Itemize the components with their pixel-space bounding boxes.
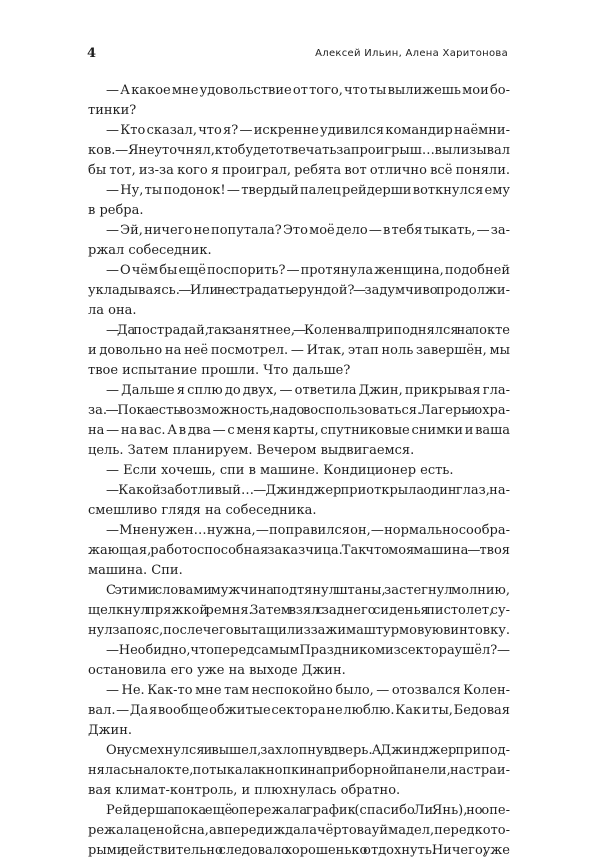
text-line: — Не. Как-то мне там неспокойно было, — отозвался Колен-: [106, 683, 510, 698]
text-line: — Не обидно, что перед самым Праздником из сектора ушёл? —: [106, 643, 510, 658]
text-line: С этими словами мужчина подтянул штаны, застегнул молнию,: [106, 583, 510, 598]
running-head: Алексей Ильин, Алена Харитонова: [315, 48, 508, 59]
text-line: — Мне нужен… нужна, — поправился он, — нормально сообра-: [106, 523, 510, 538]
text-line: за. — Пока есть возможность, надо воспользоваться. Лагерь и охра-: [88, 403, 510, 418]
text-line: нул за пояс, после чего вытащил из зажима штурмовую винтовку.: [88, 623, 510, 638]
text-line: нялась на локте, потыкала кнопки на приборной панели, настраи-: [88, 763, 510, 778]
text-line: цель. Затем планируем. Вечером выдвигаемся.: [88, 443, 415, 458]
text-line: — О чём бы ещё поспорить? — протянула женщина, подобней: [106, 263, 510, 278]
text-line: рыми действительно следовало хорошенько отдохнуть. Ничего, уже: [88, 843, 510, 858]
text-line: — Ну, ты подонок! — твердый палец рейдерши воткнулся ему: [106, 183, 510, 198]
text-line: — Дальше я сплю до двух, — ответила Джин, прикрывая гла-: [106, 383, 510, 398]
text-line: вал. — Да я вообще обжитые сектора не люблю. Как и ты, Бедовая: [88, 703, 510, 718]
page-number: 4: [87, 46, 97, 61]
text-line: вая климат-контроль, и плюхнулась обратно.: [88, 783, 401, 798]
text-line: — Какой заботливый… — Джинджер приоткрыла один глаз, на-: [106, 483, 510, 498]
text-line: смешливо глядя на собеседника.: [88, 503, 317, 518]
text-line: твое испытание прошли. Что дальше?: [88, 363, 351, 378]
text-line: в ребра.: [88, 203, 144, 218]
text-line: и довольно на неё посмотрел. — Итак, этап ноль завершён, мы: [88, 343, 510, 358]
text-line: — А какое мне удовольствие от того, что ты вылижешь мои бо-: [106, 83, 510, 98]
text-line: ла она.: [88, 303, 137, 318]
text-line: остановила его уже на выходе Джин.: [88, 663, 346, 678]
text-line: ржал собеседник.: [88, 243, 212, 258]
text-line: Джин.: [88, 723, 132, 738]
text-line: Он усмехнулся и вышел, захлопнув дверь. А Джинджер припод-: [106, 743, 510, 758]
text-line: щелкнул пряжкой ремня. Затем взял с заднего сиденья пистолет, су-: [88, 603, 510, 618]
text-line: — Если хочешь, спи в машине. Кондиционер есть.: [106, 463, 454, 478]
text-line: — Эй, ничего не попутала? Это моё дело — в тебя тыкать, — за-: [106, 223, 510, 238]
text-line: ков. — Я не уточнял, кто будет отвечать за проигрыш… вылизывал: [88, 143, 510, 158]
text-line: укладываясь. — Или не страдать ерундой? — задумчиво продолжи-: [88, 283, 510, 298]
text-line: бы тот, из-за кого я проиграл, ребята вот отлично всё поняли.: [88, 163, 510, 178]
text-line: — Да пострадай, так занятнее, — Коленвал приподнялся на локте: [106, 323, 510, 338]
text-line: режала ценой сна, а впереди ждала чёртова уйма дел, перед кото-: [88, 823, 510, 838]
text-line: тинки?: [88, 103, 137, 118]
text-line: машина. Спи.: [88, 563, 183, 578]
text-line: — Кто сказал, что я? — искренне удивился командир наёмни-: [106, 123, 510, 138]
text-line: жающая, работоспособная заказчица. Так что моя машина — твоя: [88, 543, 510, 558]
body-text: [88, 81, 510, 861]
text-line: Рейдерша пока ещё опережала график (спасибо Ли Янь), но опе-: [106, 803, 510, 818]
text-line: на — на вас. А в два — с меня карты, спутниковые снимки и ваша: [88, 423, 510, 438]
